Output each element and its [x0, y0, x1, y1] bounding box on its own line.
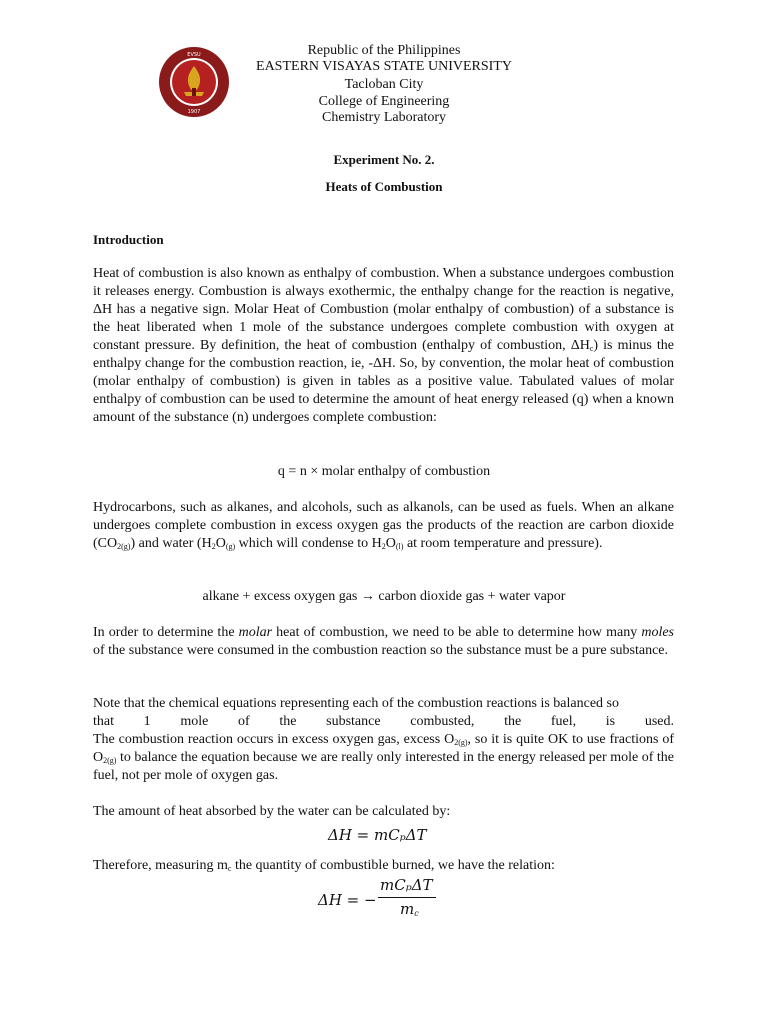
- formula-denominator: $m_c$: [400, 900, 419, 918]
- svg-text:EVSU: EVSU: [187, 52, 201, 58]
- paragraph-4-line-1: Note that the chemical equations representing each of the combustion reactions is balanced so: [93, 696, 619, 711]
- formula-numerator: mCₚΔT: [380, 876, 433, 894]
- republic-line: Republic of the Philippines: [307, 43, 461, 58]
- justified-word: substance: [326, 714, 381, 729]
- intro-paragraph-5: The amount of heat absorbed by the water can be calculated by:: [93, 804, 451, 819]
- formula-delta-h: [318, 876, 448, 920]
- justified-word: the: [504, 714, 522, 729]
- intro-paragraph-6: Therefore, measuring $m_c$ the quantity of combustible burned, we have the relation:: [93, 858, 555, 873]
- experiment-number: Experiment No. 2.: [333, 152, 435, 167]
- svg-text:1907: 1907: [187, 109, 201, 115]
- justified-word: fuel,: [550, 714, 577, 729]
- college-name: College of Engineering: [318, 94, 450, 109]
- justified-word: of: [238, 714, 250, 729]
- formula-lhs: ΔH = −: [318, 891, 377, 909]
- intro-paragraph-4: Note that the chemical equations representing each of the combustion reactions is balanced so that 1 mole of the substance combusted, the fuel, is used. The combustion reaction occurs in excess oxygen gas, excess $O_{2(g)}$, so it is quite OK to use fractions of $O_{2(g)}$ to balance the equation because we are really only interested in the energy released per mole of the fuel, not per mole of oxygen gas.: [93, 696, 674, 783]
- justified-word: mole: [180, 714, 209, 729]
- equation-alkane-combustion: alkane + excess oxygen gas → carbon dioxide gas + water vapor: [202, 589, 566, 604]
- city-line: Tacloban City: [344, 77, 424, 92]
- intro-paragraph-2: Hydrocarbons, such as alkanes, and alcohols, such as alkanols, can be used as fuels. When an alkane undergoes complete combustion in excess oxygen gas the products of the reaction are carbon dioxide $(CO_{2(g)})$ and water ($H_2O_{(g)}$ which will condense to $H_2O_{(l)}$ at room temperature and pressure).: [93, 500, 674, 551]
- paragraph-4-line-2: [93, 713, 674, 731]
- experiment-title: Heats of Combustion: [325, 179, 443, 194]
- intro-heading: Introduction: [93, 232, 164, 247]
- justified-word: is: [605, 714, 616, 729]
- justified-word: 1: [143, 714, 151, 729]
- university-name: EASTERN VISAYAS STATE UNIVERSITY: [256, 59, 512, 74]
- justified-word: used.: [644, 714, 674, 729]
- intro-paragraph-1: Heat of combustion is also known as enthalpy of combustion. When a substance undergoes combustion it releases energy. Combustion is always exothermic, the enthalpy change for the reaction is negative, ΔH has a negative sign. Molar Heat of Combustion (molar enthalpy of combustion) of a substance is the heat liberated when 1 mole of the substance undergoes complete combustion with oxygen at constant pressure. By definition, the heat of combustion (enthalpy of combustion, $\Delta H_c$) is minus the enthalpy change for the combustion reaction, ie, -ΔH. So, by convention, the molar heat of combustion (molar enthalpy of combustion) is given in tables as a positive value. Tabulated values of molar enthalpy of combustion can be used to determine the amount of heat energy released (q) when a known amount of the substance (n) undergoes complete combustion:: [93, 266, 674, 425]
- lab-name: Chemistry Laboratory: [321, 110, 447, 125]
- justified-word: that: [93, 714, 114, 729]
- equation-heat-released: q = n × molar enthalpy of combustion: [277, 464, 491, 479]
- justified-word: the: [279, 714, 297, 729]
- reaction-arrow: →: [360, 589, 375, 604]
- justified-word: combusted,: [410, 714, 475, 729]
- intro-paragraph-3: In order to determine the molar heat of combustion, we need to be able to determine how many moles of the substance were consumed in the combustion reaction so the substance must be a pure substance.: [93, 625, 674, 658]
- formula-heat-absorbed: ΔH = mCₚΔT: [328, 826, 427, 844]
- fraction-bar: [378, 897, 436, 898]
